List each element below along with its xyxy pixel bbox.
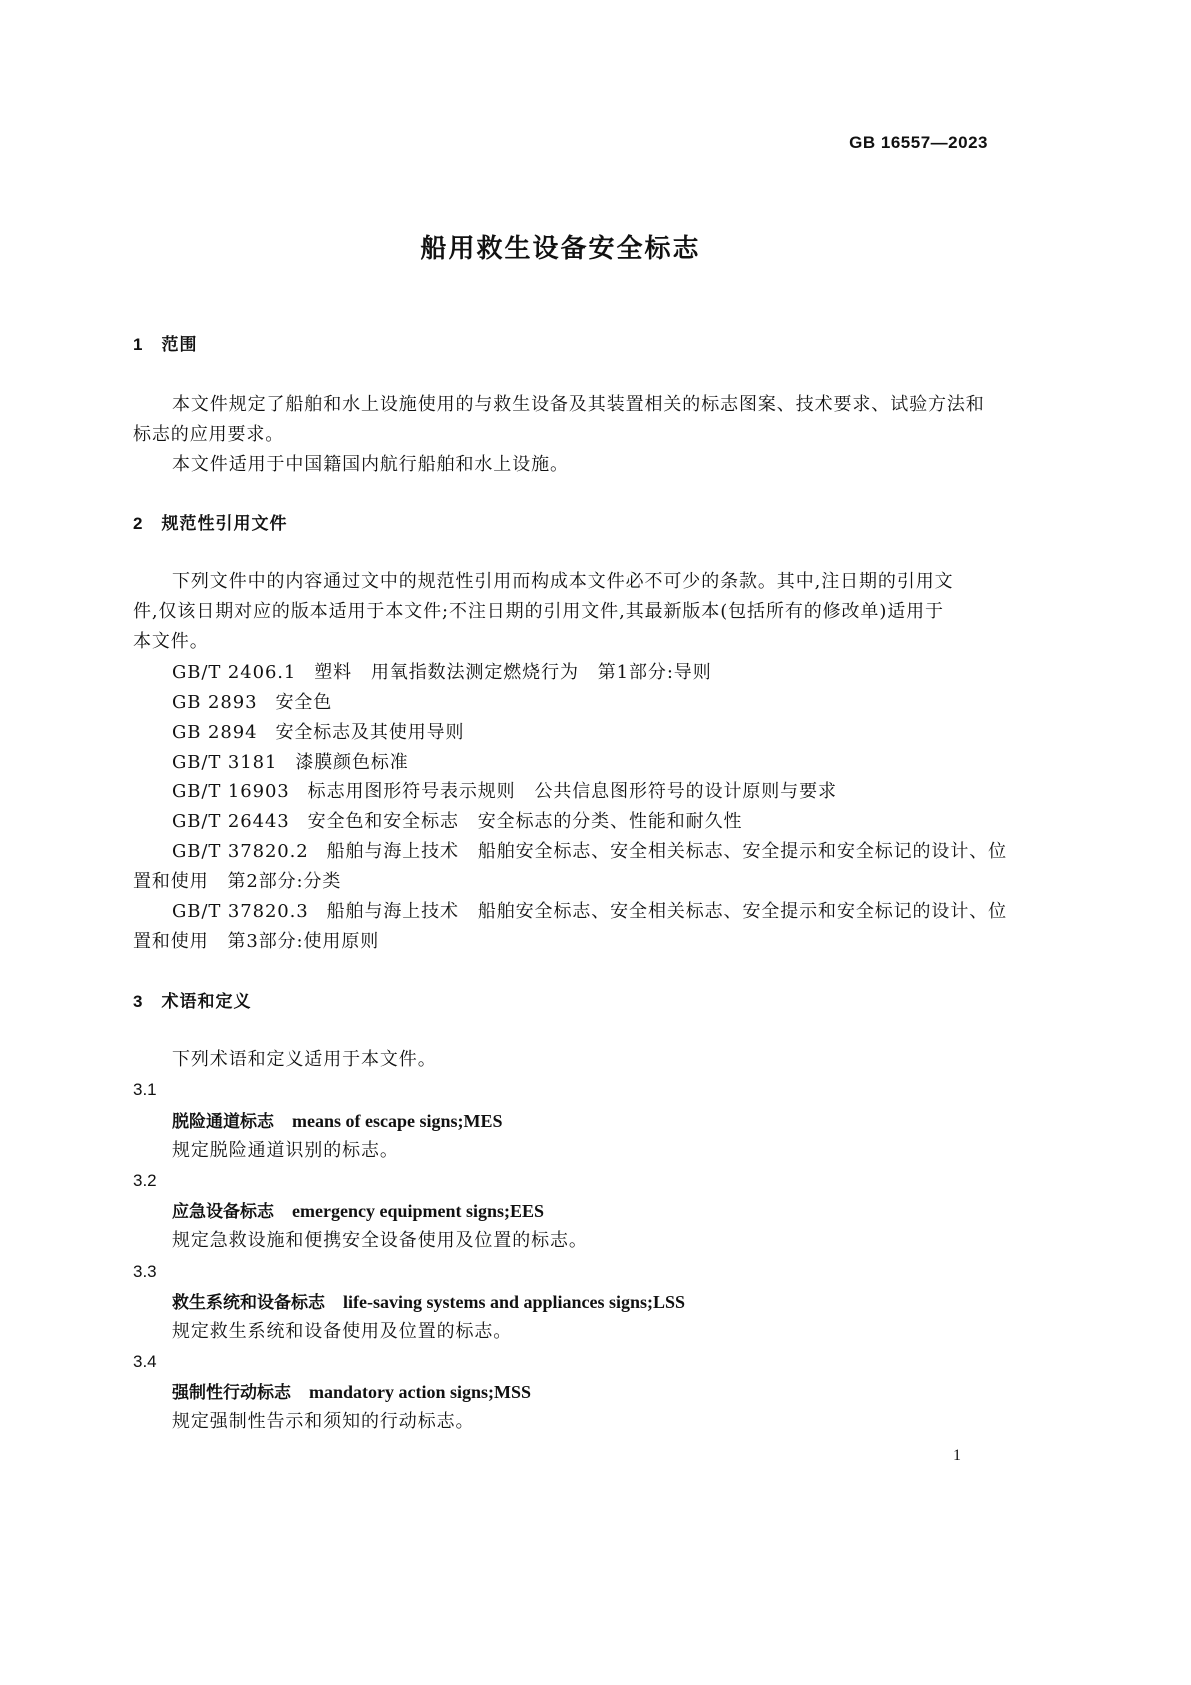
term-heading: [172, 1109, 503, 1134]
terms-intro: 下列术语和定义适用于本文件。: [172, 1049, 437, 1070]
term-chinese: 强制性行动标志: [172, 1383, 291, 1403]
reference-item: [172, 780, 837, 804]
page-number: 1: [953, 1447, 961, 1464]
reference-item-cont: 置和使用 第3部分:使用原则: [133, 931, 380, 952]
section-3-heading: [133, 990, 251, 1014]
reference-code: GB 2894: [172, 722, 258, 743]
section-title: 规范性引用文件: [161, 514, 288, 534]
reference-item: [172, 691, 332, 715]
reference-code: GB/T 37820.3: [172, 901, 309, 922]
term-definition: 规定脱险通道识别的标志。: [172, 1140, 399, 1161]
reference-item: [172, 721, 464, 745]
section-1-heading: [133, 333, 197, 357]
term-number: 3.1: [133, 1080, 157, 1099]
term-number: 3.4: [133, 1352, 157, 1371]
reference-code: GB/T 37820.2: [172, 841, 309, 862]
standard-number: GB 16557—2023: [849, 133, 988, 152]
reference-code: GB/T 26443: [172, 811, 290, 832]
term-chinese: 应急设备标志: [172, 1202, 274, 1222]
normrefs-intro-line-2: 件,仅该日期对应的版本适用于本文件;不注日期的引用文件,其最新版本(包括所有的修改单)适用于: [133, 601, 944, 622]
section-title: 范围: [161, 335, 198, 355]
reference-code: GB 2893: [172, 692, 258, 713]
term-heading: [172, 1290, 685, 1315]
term-english: life-saving systems and appliances signs;LSS: [343, 1292, 686, 1312]
reference-code: GB/T 2406.1: [172, 662, 297, 683]
reference-code: GB/T 3181: [172, 752, 278, 773]
term-definition: 规定急救设施和便携安全设备使用及位置的标志。: [172, 1230, 588, 1251]
scope-paragraph-2: 本文件适用于中国籍国内航行船舶和水上设施。: [172, 454, 569, 475]
term-english: emergency equipment signs;EES: [292, 1201, 544, 1221]
reference-title: 安全色和安全标志 安全标志的分类、性能和耐久性: [307, 811, 743, 832]
reference-item: [172, 751, 409, 775]
normrefs-intro-line-1: 下列文件中的内容通过文中的规范性引用而构成本文件必不可少的条款。其中,注日期的引用文: [172, 571, 954, 592]
term-heading: [172, 1199, 544, 1224]
scope-paragraph-1-cont: 标志的应用要求。: [133, 424, 285, 445]
section-number: 1: [133, 335, 144, 354]
section-number: 2: [133, 514, 144, 533]
reference-title: 安全色: [275, 692, 333, 713]
section-title: 术语和定义: [161, 992, 252, 1012]
reference-title: 船舶与海上技术 船舶安全标志、安全相关标志、安全提示和安全标记的设计、位: [326, 901, 1008, 922]
term-number: 3.2: [133, 1171, 157, 1190]
section-2-heading: [133, 512, 287, 536]
term-definition: 规定强制性告示和须知的行动标志。: [172, 1411, 475, 1432]
term-number: 3.3: [133, 1262, 157, 1281]
reference-title: 标志用图形符号表示规则 公共信息图形符号的设计原则与要求: [307, 781, 837, 802]
normrefs-intro-line-3: 本文件。: [133, 631, 209, 652]
reference-title: 安全标志及其使用导则: [275, 722, 465, 743]
reference-item: [172, 661, 712, 685]
reference-item: [172, 840, 1007, 864]
term-english: mandatory action signs;MSS: [309, 1382, 532, 1402]
reference-code: GB/T 16903: [172, 781, 290, 802]
term-english: means of escape signs;MES: [292, 1111, 503, 1131]
document-title: 船用救生设备安全标志: [420, 234, 701, 264]
term-definition: 规定救生系统和设备使用及位置的标志。: [172, 1321, 513, 1342]
reference-item: [172, 900, 1007, 924]
term-chinese: 脱险通道标志: [172, 1112, 274, 1132]
section-number: 3: [133, 992, 144, 1011]
reference-title: 漆膜颜色标准: [295, 752, 409, 773]
reference-title: 船舶与海上技术 船舶安全标志、安全相关标志、安全提示和安全标记的设计、位: [326, 841, 1008, 862]
term-heading: [172, 1380, 531, 1405]
reference-title: 塑料 用氧指数法测定燃烧行为 第1部分:导则: [314, 662, 712, 683]
scope-paragraph-1: 本文件规定了船舶和水上设施使用的与救生设备及其装置相关的标志图案、技术要求、试验方法和: [172, 394, 985, 415]
reference-item-cont: 置和使用 第2部分:分类: [133, 871, 342, 892]
reference-item: [172, 810, 742, 834]
term-chinese: 救生系统和设备标志: [172, 1293, 325, 1313]
